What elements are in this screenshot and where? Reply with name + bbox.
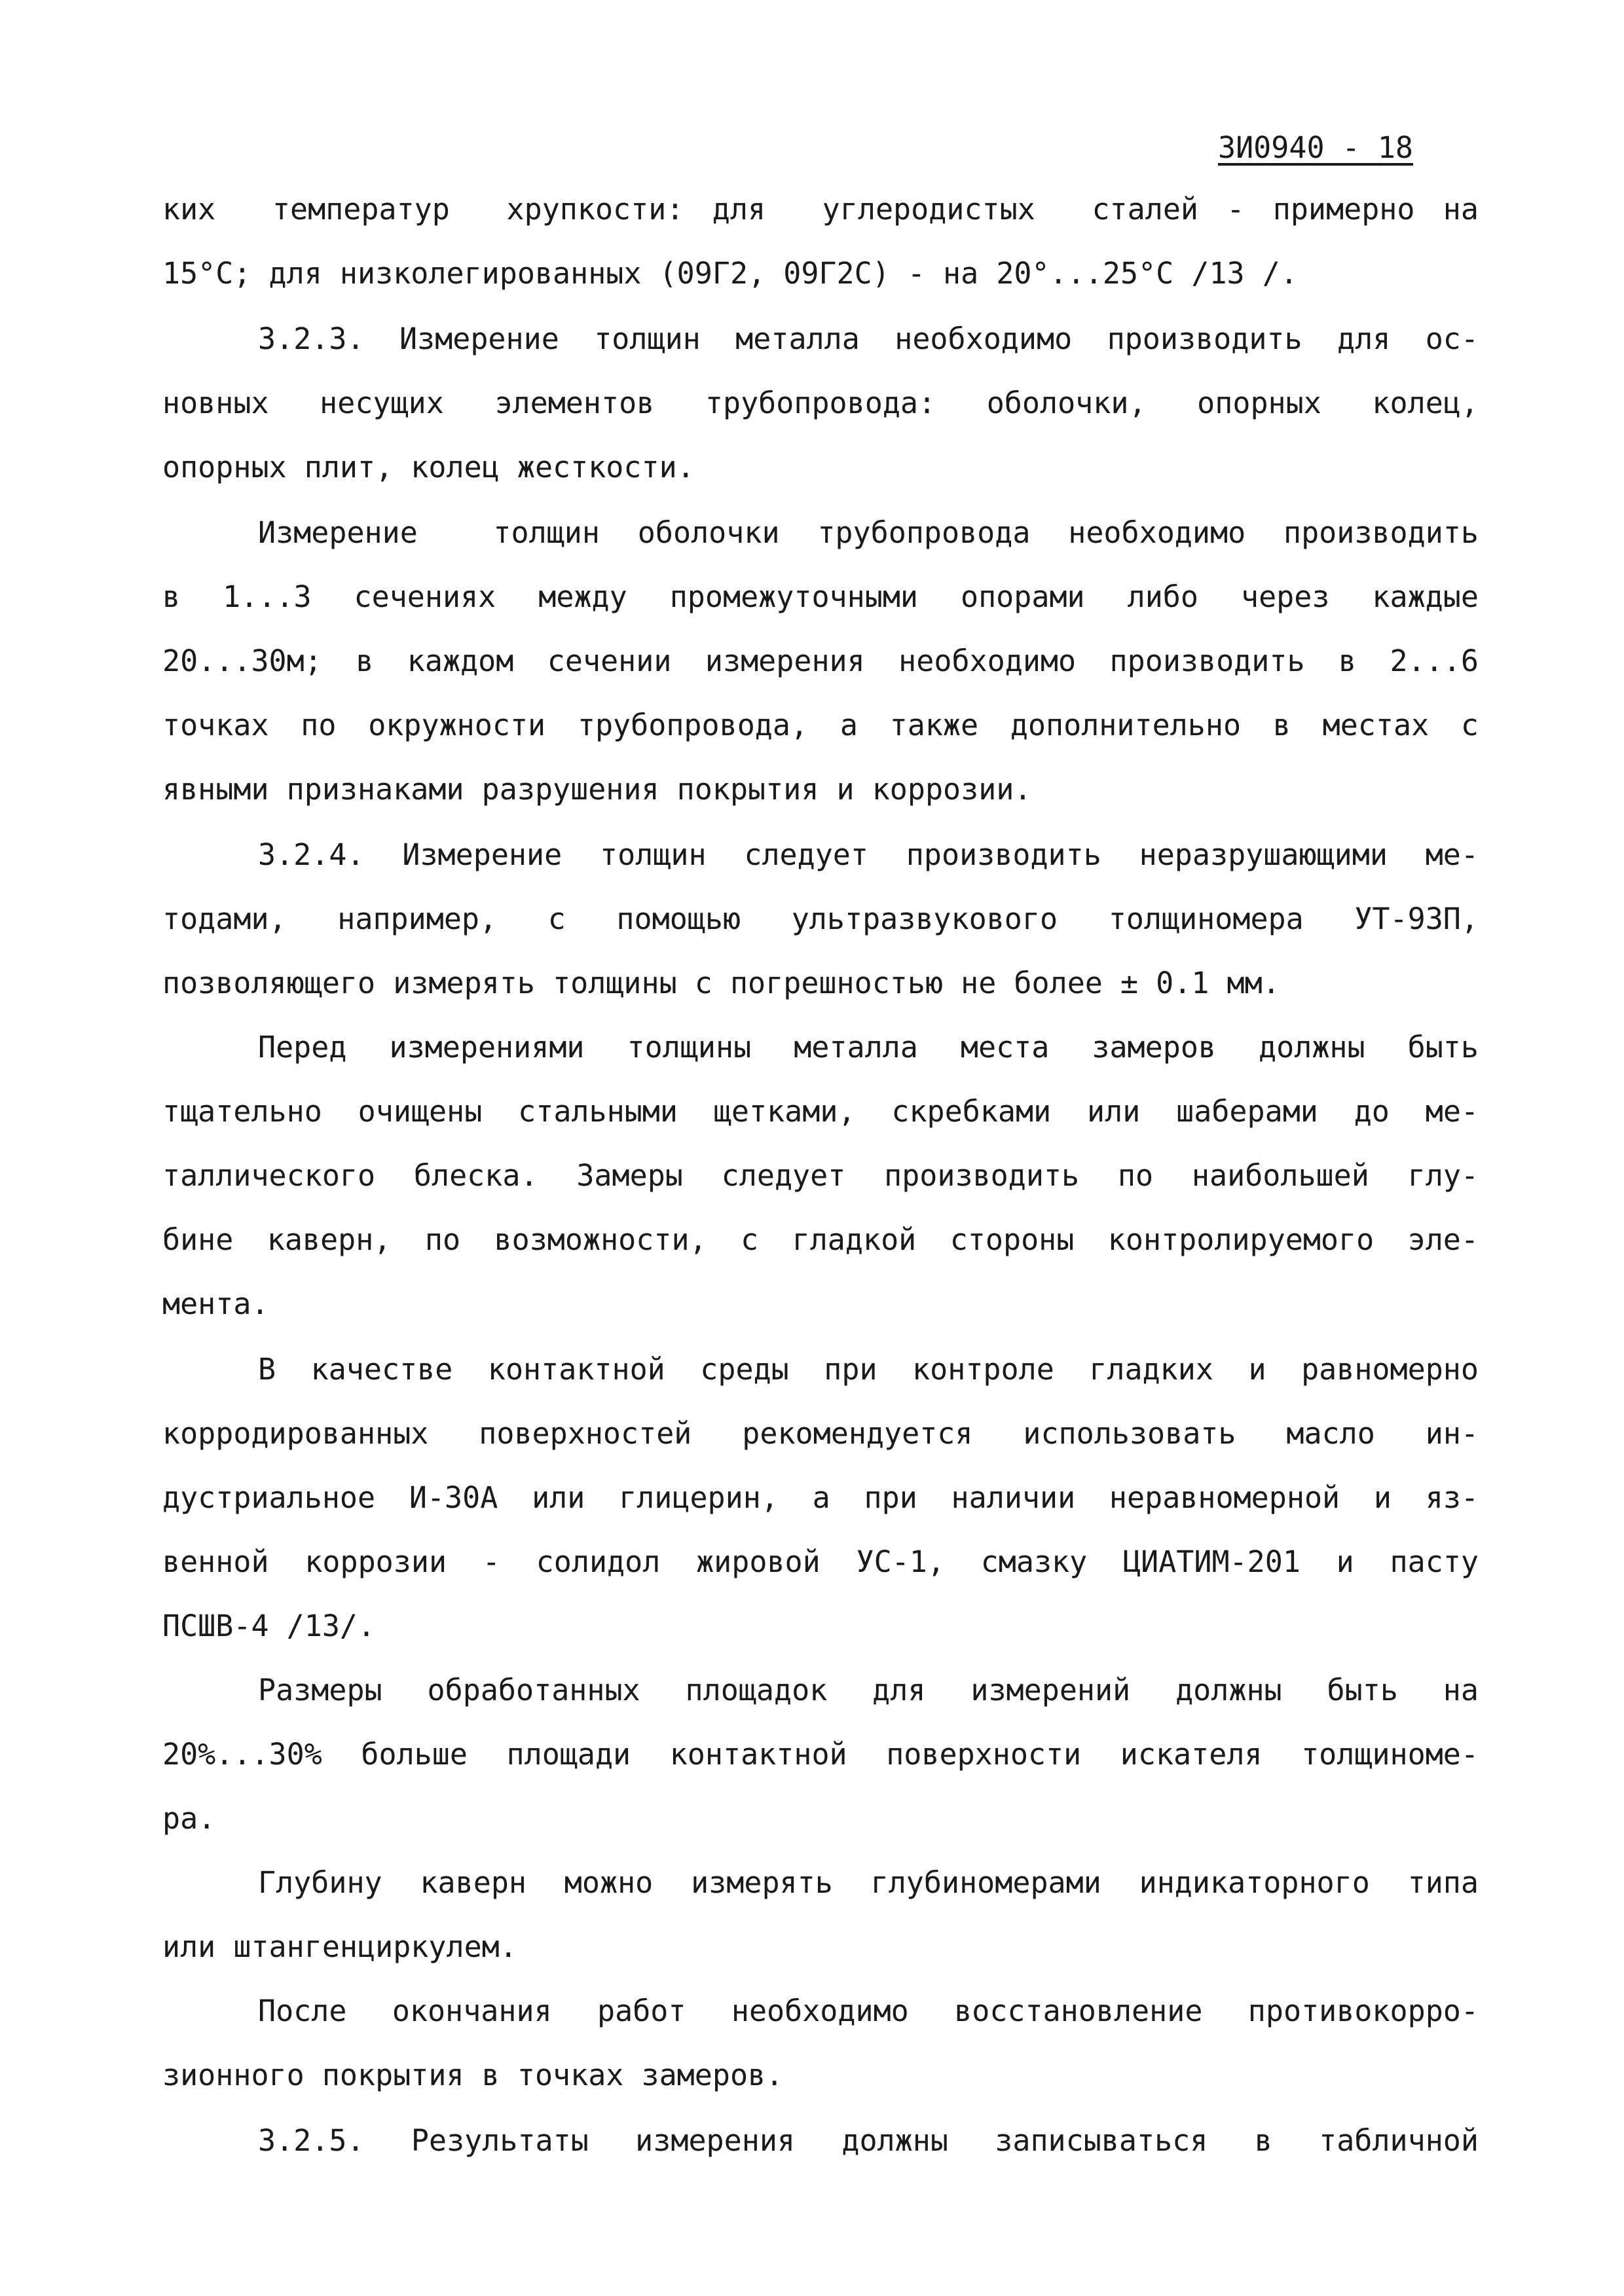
text-line: позволяющего измерять толщины с погрешностью не более ± 0.1 мм. <box>162 966 1280 1000</box>
text-line: Глубину каверн можно измерять глубиномерами индикаторного типа <box>258 1865 1479 1900</box>
text-line: точках по окружности трубопровода, а также дополнительно в местах с <box>162 708 1479 742</box>
text-line: таллического блеска. Замеры следует производить по наибольшей глу- <box>162 1158 1479 1193</box>
section-3-2-4-line: 3.2.4. Измерение толщин следует производить неразрушающими ме- <box>258 837 1479 872</box>
text-line: мента. <box>162 1286 269 1321</box>
text-line: Перед измерениями толщины металла места замеров должны быть <box>258 1030 1479 1065</box>
text-line: тодами, например, с помощью ультразвукового толщиномера УТ-93П, <box>162 902 1479 936</box>
document-code: ЗИ0940 - 18 <box>1218 130 1414 165</box>
text-line: дустриальное И-30А или глицерин, а при наличии неравномерной и яз- <box>162 1480 1479 1515</box>
text-line: ПСШВ-4 /13/. <box>162 1609 376 1643</box>
text-line: венной коррозии - солидол жировой УС-1, смазку ЦИАТИМ-201 и пасту <box>162 1544 1479 1579</box>
text-line: 15°С; для низколегированных (09Г2, 09Г2С) - на 20°...25°С /13 /. <box>162 256 1298 291</box>
text-line: тщательно очищены стальными щетками, скребками или шаберами до ме- <box>162 1094 1479 1129</box>
text-line: корродированных поверхностей рекомендуется использовать масло ин- <box>162 1416 1479 1451</box>
text-line: ких температур хрупкости: для углеродистых сталей - примерно на <box>162 192 1479 227</box>
text-line: бине каверн, по возможности, с гладкой стороны контролируемого эле- <box>162 1222 1479 1257</box>
text-line: 20%...30% больше площади контактной поверхности искателя толщиноме- <box>162 1737 1479 1772</box>
page-header <box>1218 128 1413 168</box>
text-line: или штангенциркулем. <box>162 1929 517 1964</box>
text-line: явными признаками разрушения покрытия и коррозии. <box>162 772 1032 807</box>
text-line: После окончания работ необходимо восстановление противокорро- <box>258 1994 1479 2028</box>
text-line: Измерение толщин оболочки трубопровода необходимо производить <box>258 515 1479 550</box>
text-line: опорных плит, колец жесткости. <box>162 450 695 484</box>
text-line: 20...30м; в каждом сечении измерения необходимо производить в 2...6 <box>162 644 1479 678</box>
section-3-2-3-line: 3.2.3. Измерение толщин металла необходимо производить для ос- <box>258 321 1479 356</box>
text-line: зионного покрытия в точках замеров. <box>162 2058 784 2092</box>
text-line: в 1...3 сечениях между промежуточными опорами либо через каждые <box>162 579 1479 614</box>
text-line: ра. <box>162 1801 216 1836</box>
text-line: Размеры обработанных площадок для измерений должны быть на <box>258 1673 1479 1707</box>
section-3-2-5-line: 3.2.5. Результаты измерения должны записываться в табличной <box>258 2123 1479 2158</box>
text-line: новных несущих элементов трубопровода: оболочки, опорных колец, <box>162 386 1479 420</box>
text-line: В качестве контактной среды при контроле гладких и равномерно <box>258 1352 1479 1387</box>
